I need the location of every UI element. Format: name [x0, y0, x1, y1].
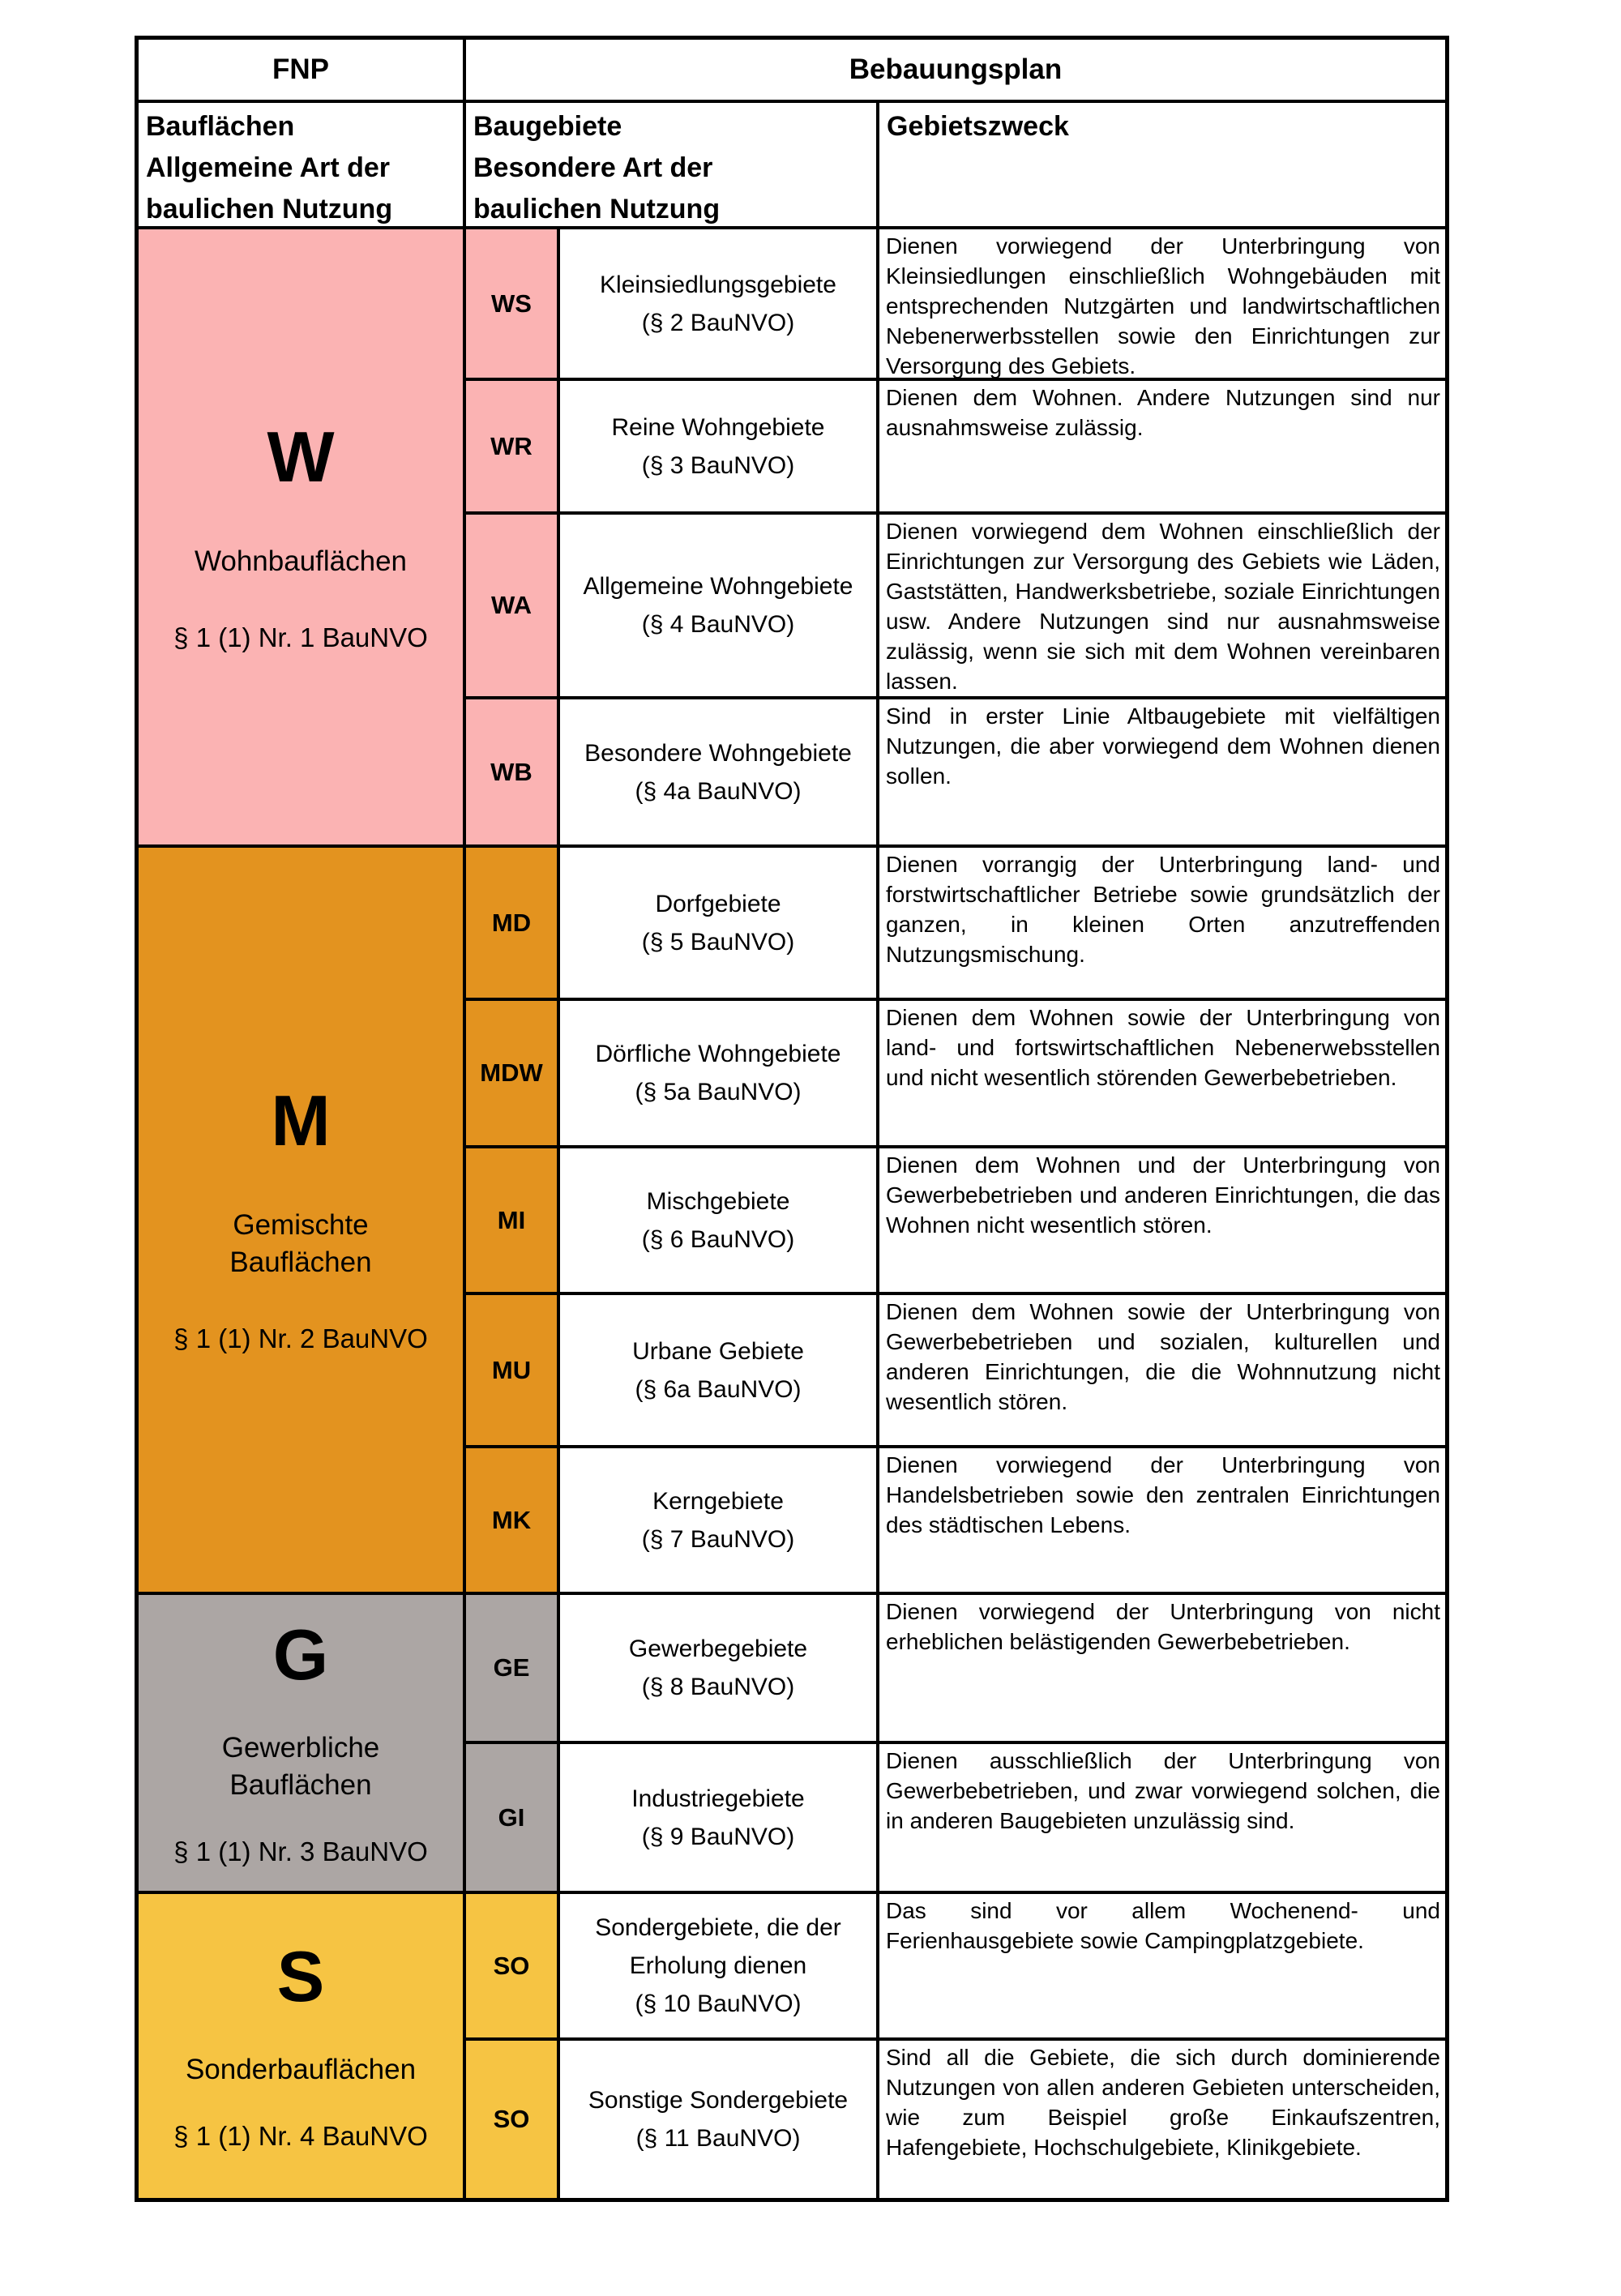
area-name: Dörfliche Wohngebiete: [595, 1041, 841, 1067]
header-baugebiete-line1: Baugebiete: [473, 111, 622, 142]
area-cell-mk: [560, 1448, 876, 1592]
code-cell-so-sonstige: SO: [466, 2041, 557, 2198]
area-name: Sondergebiete, die der Erholung dienen: [595, 1914, 841, 1979]
area-name: Reine Wohngebiete: [611, 413, 825, 441]
purpose-cell-mk: Dienen vorwiegend der Unterbringung von Handelsbetrieben sowie den zentralen Einrichtungen des städtischen Lebens.: [879, 1448, 1445, 1592]
code-cell-wr: WR: [466, 381, 557, 511]
purpose-cell-md: Dienen vorrangig der Unterbringung land- und forstwirtschaftlicher Betriebe sowie grundsätzlich der ganzen, in kleinen Orten anzutreffenden Nutzungsmischung.: [879, 848, 1445, 998]
area-cell-wb: [560, 699, 876, 844]
header-baugebiete: [466, 103, 876, 226]
area-cell-mu: [560, 1295, 876, 1445]
header-fnp-label: FNP: [272, 53, 329, 85]
section-law-s: § 1 (1) Nr. 4 BauNVO: [173, 2120, 428, 2151]
area-name: Kleinsiedlungsgebiete: [600, 271, 836, 298]
area-law: (§ 6a BauNVO): [635, 1375, 802, 1403]
area-law: (§ 2 BauNVO): [641, 309, 795, 336]
area-cell-so-sonstige: [560, 2041, 876, 2198]
header-bebauungsplan-label: Bebauungsplan: [849, 53, 1063, 85]
purpose-cell-mu: Dienen dem Wohnen sowie der Unterbringung von Gewerbebetrieben und sozialen, kulturellen und anderen Einrichtungen, die die Wohnnutzung nicht wesentlich stören.: [879, 1295, 1445, 1445]
area-name: Kerngebiete: [652, 1487, 784, 1515]
code-cell-wa: WA: [466, 515, 557, 696]
section-law-w: § 1 (1) Nr. 1 BauNVO: [173, 622, 428, 652]
area-name: Urbane Gebiete: [632, 1337, 804, 1365]
code-cell-so-erholung: SO: [466, 1894, 557, 2037]
header-gebietszweck-label: Gebietszweck: [887, 111, 1069, 142]
area-cell-ge: [560, 1595, 876, 1741]
purpose-cell-ge: Dienen vorwiegend der Unterbringung von nicht erheblichen belästigenden Gewerbebetrieben.: [879, 1595, 1445, 1741]
area-law: (§ 7 BauNVO): [641, 1525, 795, 1553]
code-cell-gi: GI: [466, 1744, 557, 1891]
purpose-cell-so-sonstige: Sind all die Gebiete, die sich durch dominierende Nutzungen von allen anderen Gebieten unterscheiden, wie zum Beispiel große Einkaufszentren, Hafengebiete, Hochschulgebiete, Klinikgebiete.: [879, 2041, 1445, 2198]
section-letter-w: W: [267, 416, 335, 497]
header-bauflaechen-line1: Bauflächen: [146, 111, 295, 142]
purpose-cell-ws: Dienen vorwiegend der Unterbringung von Kleinsiedlungen einschließlich Wohngebäuden mit entsprechenden Nutzgärten und landwirtschaftlichen Nebenerwerbsstellen sowie den Einrichtungen zur Versorgung des Gebiets.: [879, 229, 1445, 378]
section-name-g: Gewerbliche Bauflächen: [221, 1731, 380, 1801]
area-law: (§ 6 BauNVO): [641, 1225, 795, 1253]
area-cell-mdw: [560, 1001, 876, 1145]
section-law-g: § 1 (1) Nr. 3 BauNVO: [173, 1836, 428, 1866]
area-cell-wr: [560, 381, 876, 511]
area-cell-mi: [560, 1148, 876, 1292]
area-cell-md: [560, 848, 876, 998]
section-letter-s: S: [276, 1935, 325, 2016]
area-law: (§ 4a BauNVO): [635, 777, 802, 805]
header-baugebiete-line2: Besondere Art der: [473, 152, 713, 183]
area-cell-ws: [560, 229, 876, 378]
purpose-cell-so-erholung: Das sind vor allem Wochenend- und Ferienhausgebiete sowie Campingplatzgebiete.: [879, 1894, 1445, 2037]
code-cell-wb: WB: [466, 699, 557, 844]
section-cell-gewerbliche-bauflaechen: [139, 1595, 463, 1891]
code-cell-ws: WS: [466, 229, 557, 378]
code-cell-mi: MI: [466, 1148, 557, 1292]
section-letter-g: G: [272, 1614, 329, 1695]
header-gebietszweck: [879, 103, 1445, 226]
area-law: (§ 4 BauNVO): [641, 611, 795, 638]
area-cell-so-erholung: [560, 1894, 876, 2037]
purpose-cell-gi: Dienen ausschließlich der Unterbringung von Gewerbebetrieben, und zwar vorwiegend solchen, die in anderen Baugebieten unzulässig sind.: [879, 1744, 1445, 1891]
purpose-cell-wa: Dienen vorwiegend dem Wohnen einschließlich der Einrichtungen zur Versorgung des Gebiets wie Läden, Gaststätten, Handwerksbetriebe, soziale Einrichtungen usw. Andere Nutzungen sind nur ausnahmsweise zulässig, wenn sie sich mit dem Wohnen vereinbaren lassen.: [879, 515, 1445, 696]
area-name: Dorfgebiete: [655, 890, 781, 917]
header-bauflaechen: [139, 103, 463, 226]
purpose-cell-wb: Sind in erster Linie Altbaugebiete mit vielfältigen Nutzungen, die aber vorwiegend dem Wohnen dienen sollen.: [879, 699, 1445, 844]
area-name: Mischgebiete: [646, 1187, 790, 1215]
section-name-s: Sonderbauflächen: [185, 2053, 417, 2085]
area-law: (§ 11 BauNVO): [635, 2125, 801, 2152]
header-baugebiete-line3: baulichen Nutzung: [473, 194, 721, 224]
section-cell-gemischte-bauflaechen: [139, 848, 463, 1592]
area-law: (§ 5 BauNVO): [641, 928, 795, 956]
section-letter-m: M: [271, 1080, 331, 1161]
area-name: Sonstige Sondergebiete: [588, 2087, 849, 2114]
area-law: (§ 3 BauNVO): [641, 451, 795, 479]
area-law: (§ 8 BauNVO): [641, 1674, 795, 1700]
purpose-cell-wr: Dienen dem Wohnen. Andere Nutzungen sind nur ausnahmsweise zulässig.: [879, 381, 1445, 511]
area-law: (§ 5a BauNVO): [635, 1079, 802, 1105]
section-cell-wohnbauflaechen: [139, 229, 463, 844]
area-name: Allgemeine Wohngebiete: [583, 573, 853, 600]
land-use-table: [135, 36, 1449, 2202]
area-cell-gi: [560, 1744, 876, 1891]
code-cell-mk: MK: [466, 1448, 557, 1592]
area-cell-wa: [560, 515, 876, 696]
header-bebauungsplan: [466, 40, 1445, 100]
purpose-cell-mdw: Dienen dem Wohnen sowie der Unterbringung von land- und fortswirtschaftlichen Nebenerwebsstellen und nicht wesentlich störenden Gewerbebetrieben.: [879, 1001, 1445, 1145]
area-law: (§ 10 BauNVO): [635, 1990, 802, 2017]
section-cell-sonderbauflaechen: [139, 1894, 463, 2198]
area-name: Gewerbegebiete: [628, 1635, 808, 1662]
section-law-m: § 1 (1) Nr. 2 BauNVO: [173, 1323, 428, 1353]
area-law: (§ 9 BauNVO): [641, 1823, 795, 1850]
section-name-w: Wohnbauflächen: [194, 545, 408, 577]
header-fnp: [139, 40, 463, 100]
area-name: Besondere Wohngebiete: [584, 739, 852, 767]
purpose-cell-mi: Dienen dem Wohnen und der Unterbringung von Gewerbebetrieben und anderen Einrichtungen, die das Wohnen nicht wesentlich stören.: [879, 1148, 1445, 1292]
area-name: Industriegebiete: [631, 1785, 805, 1812]
code-cell-ge: GE: [466, 1595, 557, 1741]
header-bauflaechen-line3: baulichen Nutzung: [146, 194, 393, 224]
section-name-m: Gemischte Bauflächen: [229, 1209, 372, 1278]
code-cell-mu: MU: [466, 1295, 557, 1445]
code-cell-md: MD: [466, 848, 557, 998]
code-cell-mdw: MDW: [466, 1001, 557, 1145]
header-bauflaechen-line2: Allgemeine Art der: [146, 152, 391, 183]
